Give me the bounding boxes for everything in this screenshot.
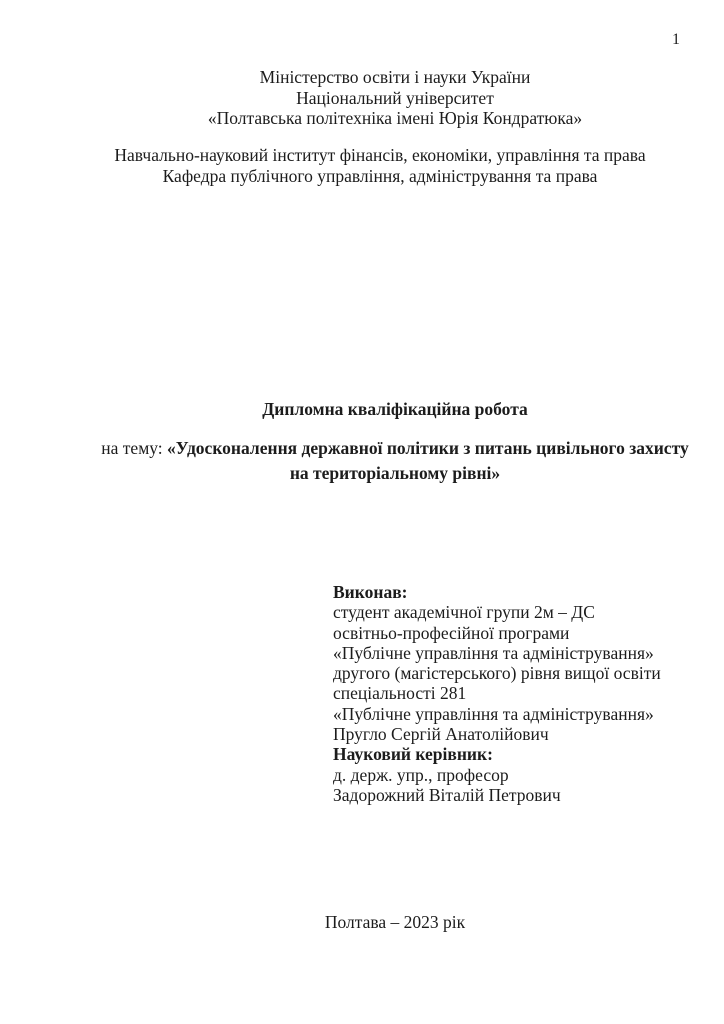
topic-title: «Удосконалення державної політики з питань цивільного захисту на територіальному рівні» <box>167 438 689 483</box>
institute-line: Навчально-науковий інститут фінансів, економіки, управління та права <box>114 145 646 165</box>
work-type-title: Дипломна кваліфікаційна робота <box>262 399 528 419</box>
work-topic <box>96 436 694 486</box>
author-line: «Публічне управління та адміністрування» <box>333 703 654 724</box>
department-line: Кафедра публічного управління, адміністрування та права <box>162 165 598 186</box>
university-line: Національний університет <box>296 87 494 108</box>
university-name-line: «Полтавська політехніка імені Юрія Кондратюка» <box>207 108 583 128</box>
author-line: другого (магістерського) рівня вищої освіти <box>333 663 661 684</box>
author-line: студент академічної групи 2м – ДС <box>333 602 595 623</box>
page-number: 1 <box>672 31 680 48</box>
ministry-line: Міністерство освіти і науки України <box>259 67 531 87</box>
topic-prefix: на тему: <box>101 438 168 458</box>
author-name-line: Пругло Сергій Анатолійович <box>333 724 549 745</box>
author-line: освітньо-професійної програми <box>333 622 570 643</box>
supervisor-name-line: Задорожний Віталій Петрович <box>333 784 561 805</box>
university-header <box>100 67 690 129</box>
author-supervisor-block <box>333 582 693 805</box>
supervisor-label: Науковий керівник: <box>333 744 493 765</box>
supervisor-degree-line: д. держ. упр., професор <box>333 764 509 785</box>
author-line: «Публічне управління та адміністрування» <box>333 642 654 663</box>
performed-by-label: Виконав: <box>333 582 408 602</box>
institute-header <box>70 145 690 186</box>
place-year-line: Полтава – 2023 рік <box>324 912 466 932</box>
author-line: спеціальності 281 <box>333 683 467 704</box>
